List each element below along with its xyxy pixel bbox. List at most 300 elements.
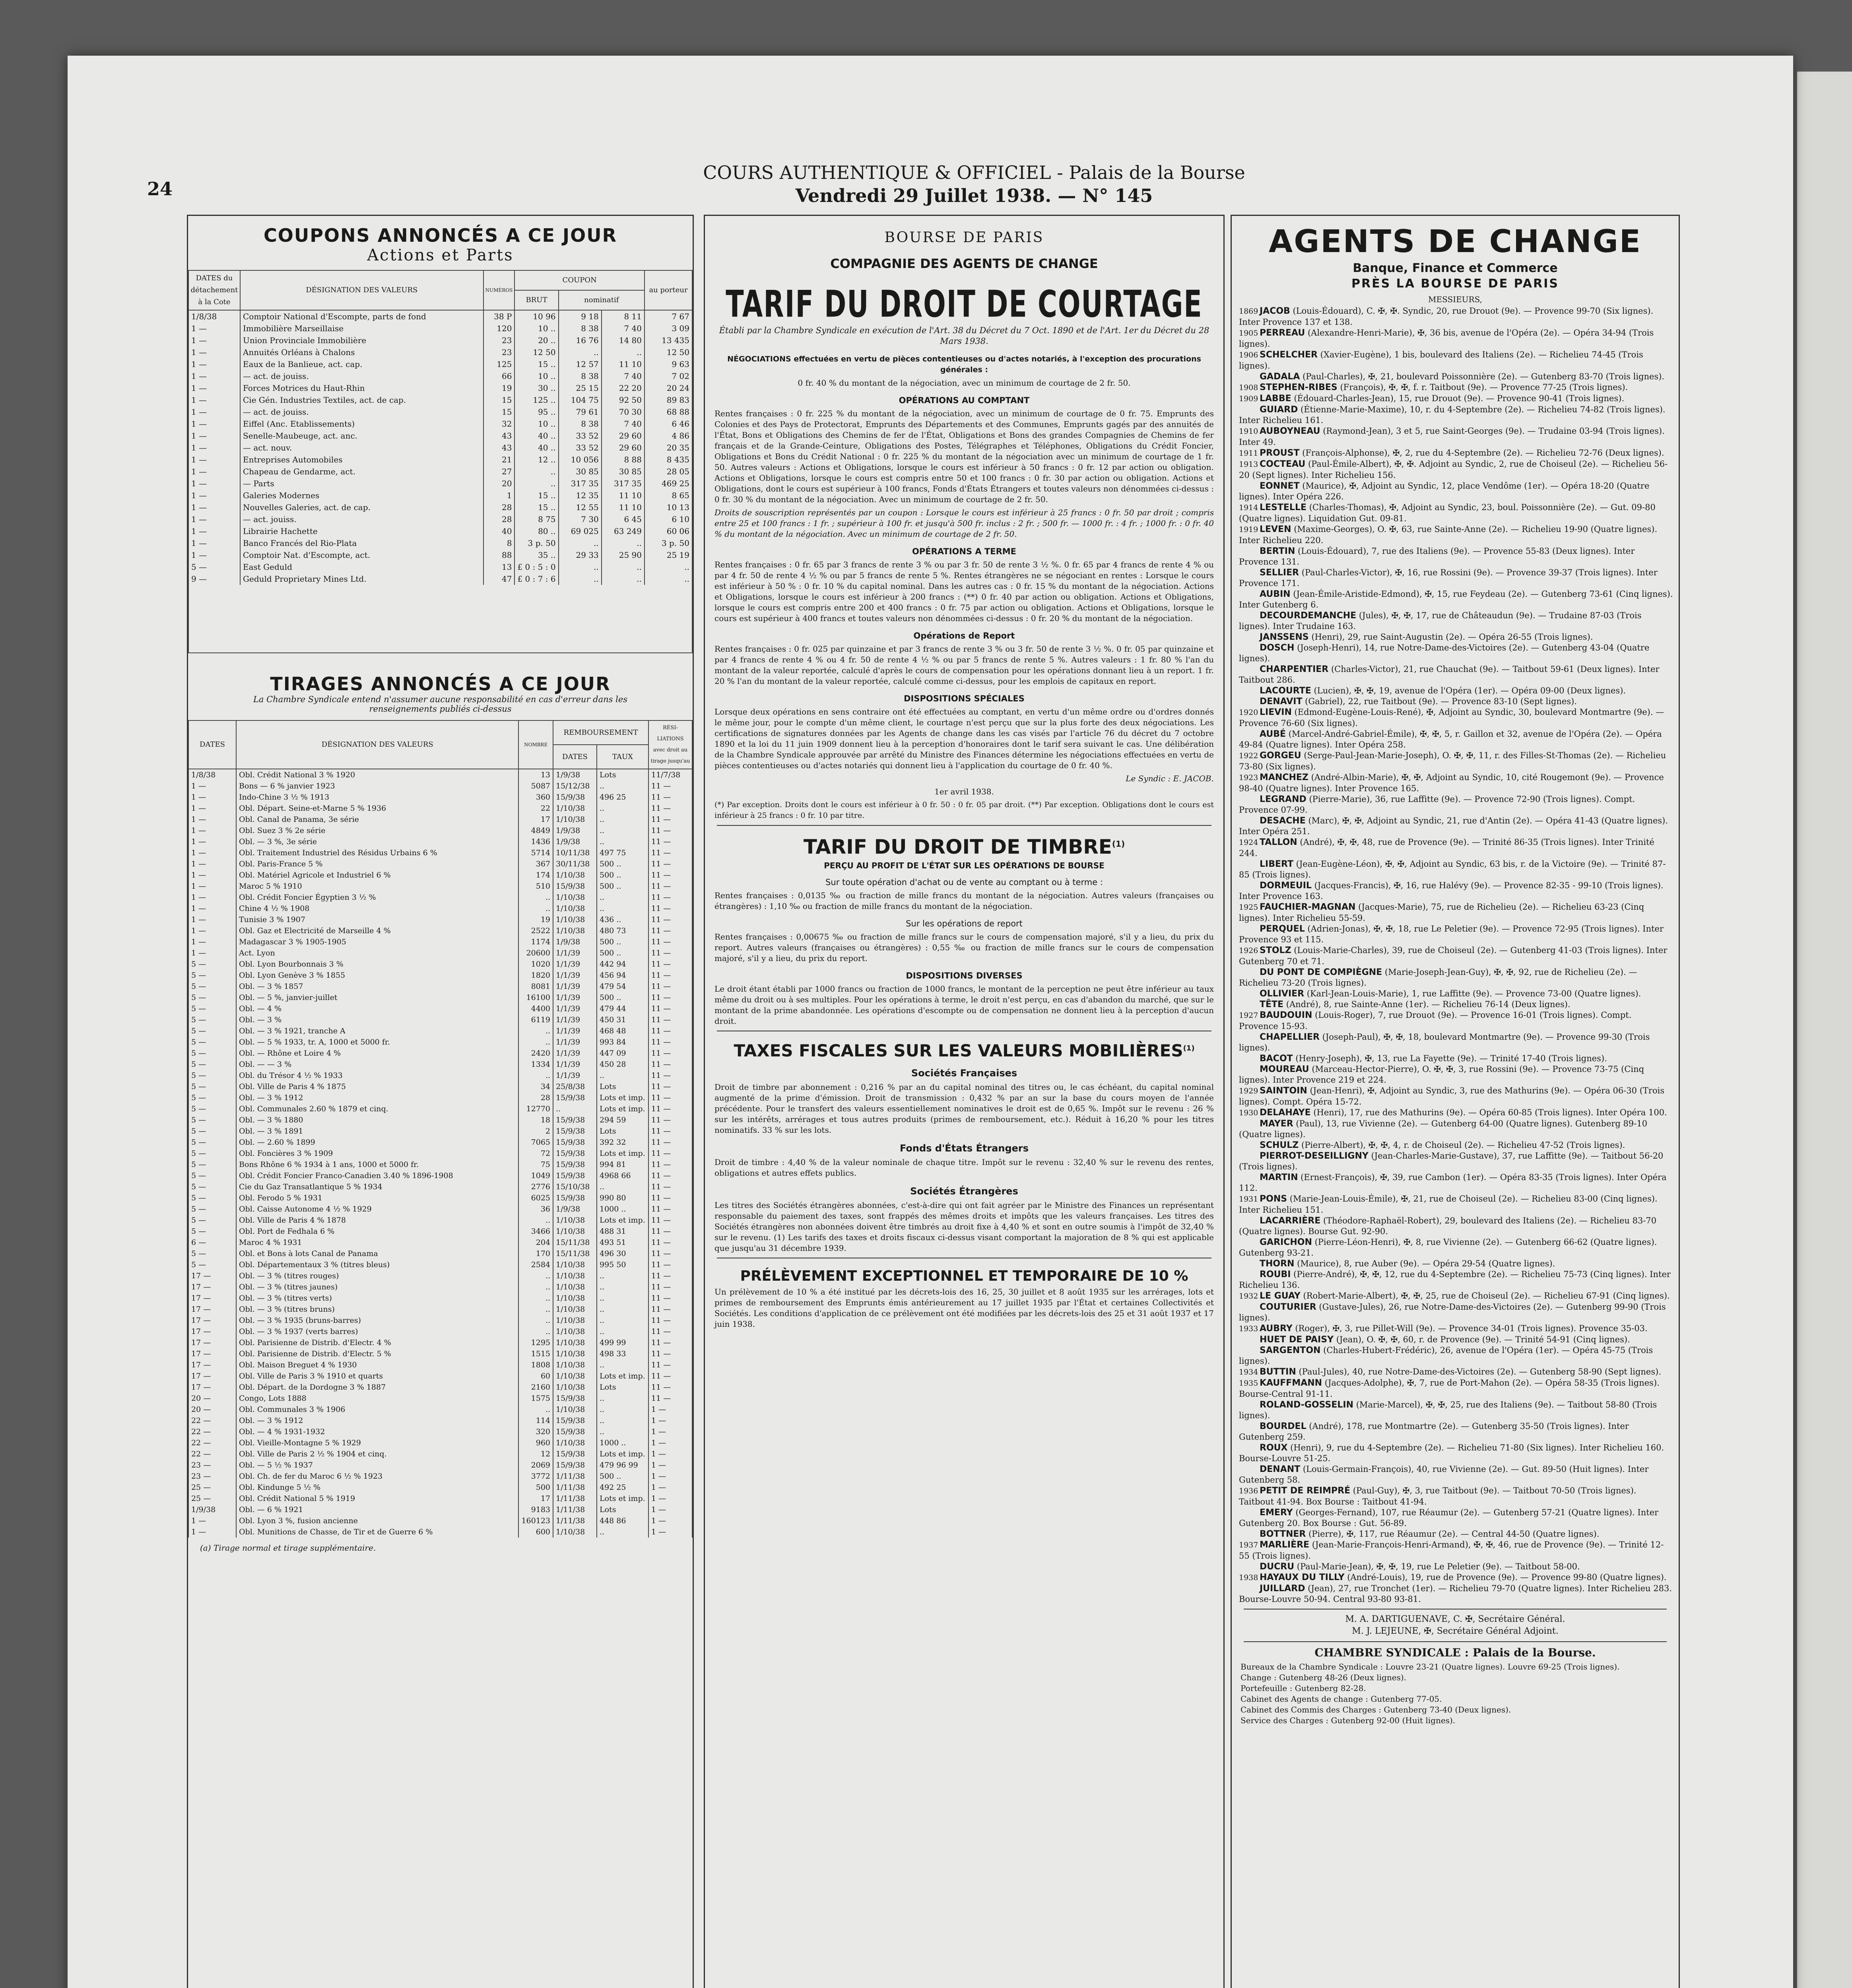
table-cell: 500 .. (597, 992, 648, 1003)
agent-entry (1232, 426, 1679, 448)
table-cell: 11 — (648, 792, 692, 803)
table-cell: 5 — (188, 959, 236, 970)
agent-entry (1232, 1561, 1679, 1572)
table-cell: 1/9/38 (553, 836, 597, 847)
table-cell: 13 (483, 561, 515, 573)
table-cell: Obl. — 3 % 1880 (236, 1114, 518, 1126)
soc-fr-text: Droit de timbre par abonnement : 0,216 % par an du capital nominal des titres ou, le cas échéant, du capital nominal augmenté de la prime d'émission. Droit de transmission : 0,432 % par an sur la base du cours moyen de l'année précédente. Pour le transfert des valeurs essentiellement nominatives le droit est de 0,65 %. Impôt sur le revenu : 26 % sur les intérêts, arrérages et tous autres produits (primes de remboursement, etc.). Réduit à 16,20 % pour les titres nominatifs. 33 % sur les lots. (714, 1082, 1214, 1135)
agent-year: 1925 (1239, 903, 1258, 912)
tirages-title: TIRAGES ANNONCÉS A CE JOUR (270, 673, 611, 695)
table-cell: 11 — (648, 1270, 692, 1281)
table-cell: 47 (483, 573, 515, 585)
table-row (188, 513, 692, 525)
table-cell: .. (602, 561, 645, 573)
table-cell: 500 .. (597, 936, 648, 947)
agent-details: (Jacques-Adolphe), ✠, 7, rue de Port-Mahon (2e). — Opéra 58-35 (Trois lignes). Bourse-Central 91-11. (1239, 1378, 1660, 1399)
table-cell: Chine 4 ½ % 1908 (236, 903, 518, 914)
agent-name: CHAPELLIER (1260, 1032, 1320, 1042)
table-cell: Obl. Ville de Paris 3 % 1910 et quarts (236, 1371, 518, 1382)
table-cell: Obl. — 3 % 1857 (236, 981, 518, 992)
table-row (188, 1137, 692, 1148)
table-row (188, 501, 692, 513)
souscription-text: Droits de souscription représentés par un coupon : Lorsque le cours est inférieur à 25 francs : 0 fr. 50 par droit ; compris entre 25 et 100 francs : 1 fr. ; supérieur à 100 fr. et jusqu'à 500 fr. inclus : 2 fr. ; 500 fr. — 1000 fr. : 4 fr. ; 1000 fr. : 0 fr. 40 % du montant de la négociation. Avec un minimum de courtage de 2 fr. 50. (714, 508, 1214, 539)
table-cell: .. (597, 1270, 648, 1281)
agent-entry (1232, 1151, 1679, 1172)
table-cell: 1/9/38 (553, 769, 597, 780)
agent-details: (Ernest-François), ✠, 39, rue Cambon (1er). — Opéra 83-35 (Trois lignes). Inter Opéra 112. (1239, 1173, 1667, 1193)
table-cell: 13 (518, 769, 553, 780)
table-cell: 600 (518, 1526, 553, 1538)
agent-name: AUBÉ (1260, 729, 1286, 739)
table-cell: 6 10 (645, 513, 692, 525)
agent-name: LEGRAND (1260, 794, 1306, 804)
table-row (188, 1215, 692, 1226)
table-cell: 1 — (188, 903, 236, 914)
coupons-col-numeros: NUMÉROS (483, 270, 515, 310)
table-cell: Obl. — 3 % (titres verts) (236, 1293, 518, 1304)
agent-details: (Jean-Marie-François-Henri-Armand), ✠, ✠, 46, rue de Provence (9e). — Trinité 12-55 (Trois lignes). (1239, 1540, 1664, 1561)
table-row (188, 310, 692, 322)
table-cell: .. (518, 1025, 553, 1037)
table-cell: 1/10/38 (553, 903, 597, 914)
agent-year: 1935 (1239, 1379, 1258, 1388)
table-cell: 1/1/39 (553, 970, 597, 981)
agent-name: TALLON (1260, 837, 1297, 847)
table-cell: 1 — (188, 454, 240, 466)
table-cell: 14 80 (602, 334, 645, 346)
agent-details: (André-Louis), 19, rue de Provence (9e). — Provence 99-80 (Quatre lignes). (1347, 1573, 1667, 1582)
table-cell: 456 94 (597, 970, 648, 981)
table-cell: 11 — (648, 1037, 692, 1048)
table-cell: 1 — (188, 358, 240, 370)
table-cell: 9 18 (559, 310, 602, 322)
table-cell: 22 (518, 803, 553, 814)
agent-name: GADALA (1260, 372, 1300, 382)
table-cell: 479 96 99 (597, 1460, 648, 1471)
table-cell: .. (597, 1404, 648, 1415)
table-cell: 4400 (518, 1003, 553, 1014)
table-cell: Obl. Kindunge 5 ½ % (236, 1482, 518, 1493)
table-cell: 5 — (188, 1159, 236, 1170)
table-cell: 11 — (648, 847, 692, 858)
table-cell: Obl. Ville de Paris 4 % 1878 (236, 1215, 518, 1226)
table-cell: 500 .. (597, 1471, 648, 1482)
table-cell: 5 — (188, 1137, 236, 1148)
agent-year: 1936 (1239, 1487, 1258, 1495)
table-cell: 1/10/38 (553, 914, 597, 925)
table-cell: 2 (518, 1126, 553, 1137)
table-cell: 442 94 (597, 959, 648, 970)
table-cell: 2160 (518, 1382, 553, 1393)
timbre-text-1: Rentes françaises : 0,0135 ‰ ou fraction de mille francs du montant de la négociation. Autres valeurs (françaises ou étrangères) : 1,10 ‰ ou fraction de mille francs du montant de la négociation. (714, 891, 1214, 911)
table-cell: 5 — (188, 561, 240, 573)
table-cell: .. (597, 903, 648, 914)
table-cell: 1020 (518, 959, 553, 970)
table-cell: 38 P (483, 310, 515, 322)
table-cell: 1 — (188, 814, 236, 825)
agent-entry (1232, 404, 1679, 426)
table-row (188, 825, 692, 836)
table-cell: 104 75 (559, 394, 602, 406)
right-column (1231, 215, 1680, 1988)
courtage-title: TARIF DU DROIT DE COURTAGE (726, 283, 1203, 326)
tirages-disclaimer: La Chambre Syndicale entend n'assumer aucune responsabilité en cas d'erreur dans les renseignements publiés ci-dessus (253, 695, 628, 714)
table-cell: Obl. Foncières 3 % 1909 (236, 1148, 518, 1159)
table-cell: 5 — (188, 1215, 236, 1226)
table-cell: Congo, Lots 1888 (236, 1393, 518, 1404)
table-cell: 5 — (188, 1248, 236, 1259)
agent-name: GUIARD (1260, 405, 1298, 415)
table-row (188, 1315, 692, 1326)
table-row (188, 1460, 692, 1471)
table-row (188, 1159, 692, 1170)
soc-fr-heading: Sociétés Françaises (911, 1068, 1017, 1079)
table-row (188, 370, 692, 382)
table-cell: 448 86 (597, 1515, 648, 1526)
chambre-line: Cabinet des Commis des Charges : Gutenberg 73-40 (Deux lignes). (1240, 1705, 1511, 1714)
table-cell: 25 15 (559, 382, 602, 394)
table-cell: 16100 (518, 992, 553, 1003)
table-cell: 11 — (648, 1304, 692, 1315)
table-cell: 28 (483, 513, 515, 525)
table-cell: 1 — (648, 1448, 692, 1460)
table-cell: 1/11/38 (553, 1471, 597, 1482)
table-cell: 1/10/38 (553, 1337, 597, 1348)
adjacent-page-edge (1797, 72, 1852, 1988)
table-cell: 70 30 (602, 406, 645, 418)
coupons-rows (188, 310, 692, 585)
table-cell: 40 (483, 525, 515, 537)
table-cell: 1/1/39 (553, 1025, 597, 1037)
table-row (188, 394, 692, 406)
table-row (188, 1493, 692, 1504)
table-cell: Obl. Gaz et Electricité de Marseille 4 % (236, 925, 518, 936)
table-cell: 1 — (188, 501, 240, 513)
agent-details: (Lucien), ✠, ✠, 19, avenue de l'Opéra (1er). — Opéra 09-00 (Deux lignes). (1314, 686, 1626, 695)
table-row (188, 549, 692, 561)
table-cell: 1/1/39 (553, 1059, 597, 1070)
table-cell: 11 — (648, 1348, 692, 1359)
agent-details: (Gabriel), 22, rue Taitbout (9e). — Provence 83-10 (Sept lignes). (1305, 697, 1577, 706)
table-cell: 1 — (188, 792, 236, 803)
agent-entry (1232, 967, 1679, 988)
table-cell: Obl. — 4 % 1931-1932 (236, 1426, 518, 1437)
agent-name: GORGEU (1260, 751, 1301, 761)
taxes-title: TAXES FISCALES SUR LES VALEURS MOBILIÈRES$^{(1)}$ (734, 1041, 1195, 1060)
agent-year: 1909 (1239, 394, 1258, 403)
table-cell: 11 — (648, 903, 692, 914)
agent-details: (Edmond-Eugène-Louis-René), ✠, Adjoint au Syndic, 30, boulevard Montmartre (9e). — Provence 76-60 (Six lignes). (1239, 707, 1664, 728)
table-cell: 32 (483, 418, 515, 430)
table-cell: 15 .. (514, 489, 558, 501)
table-cell: 80 .. (514, 525, 558, 537)
table-cell: 12 57 (559, 358, 602, 370)
table-cell: 8 38 (559, 370, 602, 382)
table-row (188, 858, 692, 870)
table-row (188, 780, 692, 792)
agent-details: (Jean), O. ✠, ✠, 60, r. de Provence (9e). — Trinité 54-91 (Cinq lignes). (1336, 1335, 1630, 1344)
table-cell: 11 — (648, 914, 692, 925)
table-cell: 367 (518, 858, 553, 870)
table-cell: 8 435 (645, 454, 692, 466)
table-cell: 10 .. (514, 322, 558, 334)
table-cell: 88 (483, 549, 515, 561)
tirages-col-designation: DÉSIGNATION DES VALEURS (236, 720, 518, 769)
table-row (188, 769, 692, 780)
agent-details: (François-Alphonse), ✠, 2, rue du 4-Septembre (2e). — Richelieu 72-76 (Deux lignes). (1302, 448, 1664, 458)
table-cell: 20600 (518, 947, 553, 959)
table-row (188, 1048, 692, 1059)
table-cell: 66 (483, 370, 515, 382)
agent-year: 1923 (1239, 773, 1258, 782)
table-cell: 89 83 (645, 394, 692, 406)
table-cell: 3772 (518, 1471, 553, 1482)
table-cell: 28 (518, 1092, 553, 1103)
table-cell: 20 24 (645, 382, 692, 394)
table-cell: 6 — (188, 1237, 236, 1248)
table-row (188, 1448, 692, 1460)
table-cell: 114 (518, 1415, 553, 1426)
agent-name: DUCRU (1260, 1562, 1295, 1572)
table-cell: 11 — (648, 1248, 692, 1259)
table-cell: 23 (483, 346, 515, 358)
table-cell: 15/9/38 (553, 792, 597, 803)
table-cell: 11 — (648, 1359, 692, 1371)
table-row (188, 489, 692, 501)
agent-details: (Étienne-Marie-Maxime), 10, r. du 4-Septembre (2e). — Richelieu 74-82 (Trois lignes). Inter Richelieu 161. (1239, 405, 1666, 425)
table-cell: 5 — (188, 1126, 236, 1137)
table-cell: 5 — (188, 1048, 236, 1059)
agent-year: 1919 (1239, 525, 1258, 534)
table-cell: 1/1/39 (553, 1014, 597, 1025)
agent-entry (1232, 643, 1679, 664)
table-cell: 1 — (188, 525, 240, 537)
agent-year: 1938 (1239, 1573, 1258, 1582)
table-cell: 15/9/38 (553, 1092, 597, 1103)
header-line-2: Vendredi 29 Juillet 1938. — N° 145 (795, 185, 1153, 206)
table-cell: 1/10/38 (553, 1315, 597, 1326)
agent-details: (Louis-Roger), 7, rue Drouot (9e). — Provence 16-01 (Trois lignes). Compt. Provence 15-93. (1239, 1010, 1632, 1031)
table-cell: 5 — (188, 1059, 236, 1070)
table-cell: 17 (518, 1493, 553, 1504)
table-cell: 11 — (648, 1181, 692, 1192)
table-cell: 960 (518, 1437, 553, 1448)
table-row (188, 1281, 692, 1293)
table-cell: 7 40 (602, 370, 645, 382)
agent-year: 1924 (1239, 838, 1258, 847)
agent-name: JUILLARD (1260, 1584, 1305, 1594)
table-cell: 1/10/38 (553, 1348, 597, 1359)
table-cell: 75 (518, 1159, 553, 1170)
table-row (188, 1393, 692, 1404)
table-cell: Obl. Lyon Genève 3 % 1855 (236, 970, 518, 981)
table-cell: .. (597, 825, 648, 836)
agent-details: (Henri), 9, rue du 4-Septembre (2e). — Richelieu 71-80 (Six lignes). Inter Richelieu 160. Bourse-Louvre 51-25. (1239, 1443, 1664, 1463)
table-cell: 11 — (648, 780, 692, 792)
table-row (188, 1237, 692, 1248)
agent-entry (1232, 1464, 1679, 1485)
table-cell: Lots (597, 1382, 648, 1393)
agents-subtitle: Banque, Finance et Commerce (1353, 261, 1558, 275)
agent-details: (Maxime-Georges), O. ✠, 63, rue Sainte-Anne (2e). — Richelieu 19-90 (Quatre lignes). Inter Richelieu 220. (1239, 524, 1658, 545)
table-cell: 990 80 (597, 1192, 648, 1204)
negociations-rate: 0 fr. 40 % du montant de la négociation, avec un minimum de courtage de 2 fr. 50. (798, 378, 1131, 388)
table-cell: Obl. — 3 % (236, 1014, 518, 1025)
table-cell: 6 46 (645, 418, 692, 430)
table-cell: 20 — (188, 1404, 236, 1415)
agent-details: (Jacques-Marie), 75, rue de Richelieu (2e). — Richelieu 63-23 (Cinq lignes). Inter Richelieu 55-59. (1239, 902, 1644, 923)
table-cell: 5 — (188, 970, 236, 981)
table-row (188, 1270, 692, 1281)
agent-name: CHARPENTIER (1260, 664, 1329, 674)
table-cell: 2776 (518, 1181, 553, 1192)
agent-details: (Maurice), ✠, Adjoint au Syndic, 12, place Vendôme (1er). — Opéra 18-20 (Quatre lignes). Inter Opéra 226. (1239, 481, 1650, 501)
table-row (188, 1014, 692, 1025)
table-cell: 12 55 (559, 501, 602, 513)
table-cell: 1 — (188, 803, 236, 814)
agent-year: 1929 (1239, 1087, 1258, 1095)
table-cell: 11 10 (602, 501, 645, 513)
agent-name: JANSSENS (1260, 632, 1309, 642)
table-cell: 68 88 (645, 406, 692, 418)
agent-details: (Jean-Charles-Marie-Gustave), 37, rue Laffitte (9e). — Taitbout 56-20 (Trois lignes). (1239, 1151, 1664, 1171)
table-cell: .. (514, 478, 558, 489)
table-cell: Tunisie 3 % 1907 (236, 914, 518, 925)
table-cell: 1 — (648, 1515, 692, 1526)
table-cell: Cie Gén. Industries Textiles, act. de cap. (240, 394, 483, 406)
table-cell: .. (559, 346, 602, 358)
agent-entry (1232, 610, 1679, 632)
agent-name: LIBERT (1260, 859, 1293, 869)
table-row (188, 334, 692, 346)
table-cell: 3 p. 50 (645, 537, 692, 549)
table-cell: Lots et imp. (597, 1103, 648, 1114)
table-cell: .. (597, 1304, 648, 1315)
table-cell: .. (518, 1070, 553, 1081)
table-cell: 1/11/38 (553, 1515, 597, 1526)
table-cell: .. (518, 1293, 553, 1304)
table-cell: 11 — (648, 936, 692, 947)
agent-entry (1232, 1010, 1679, 1032)
table-row (188, 1025, 692, 1037)
table-cell: 30 85 (559, 466, 602, 478)
agent-details: (Louis-Marie-Charles), 39, rue de Choiseul (2e). — Gutenberg 41-03 (Trois lignes). Inter Gutenberg 70 et 71. (1239, 945, 1668, 966)
table-cell: Obl. Ferodo 5 % 1931 (236, 1192, 518, 1204)
table-cell: 9 63 (645, 358, 692, 370)
table-cell: 43 (483, 430, 515, 442)
table-row (188, 561, 692, 573)
table-cell: .. (602, 537, 645, 549)
table-cell: Obl. — Rhône et Loire 4 % (236, 1048, 518, 1059)
agent-name: JACOB (1260, 306, 1290, 316)
table-cell: 25/8/38 (553, 1081, 597, 1092)
table-row (188, 346, 692, 358)
table-cell: 11 — (648, 1003, 692, 1014)
table-cell: 392 32 (597, 1137, 648, 1148)
agent-name: AUBRY (1260, 1324, 1293, 1334)
coupons-subtitle: Actions et Parts (367, 246, 514, 264)
table-cell: 22 20 (602, 382, 645, 394)
agent-name: MANCHEZ (1260, 773, 1308, 782)
table-cell: .. (597, 780, 648, 792)
coupons-table (188, 270, 693, 585)
agent-name: PROUST (1260, 448, 1300, 458)
tirages-col-taux: TAUX (597, 745, 648, 769)
table-cell: 450 28 (597, 1059, 648, 1070)
table-cell: 1 — (188, 334, 240, 346)
agent-entry (1232, 794, 1679, 815)
table-cell: 43 (483, 442, 515, 454)
agent-details: (Jean-Émile-Aristide-Edmond), ✠, 15, rue Feydeau (2e). — Gutenberg 73-61 (Cinq lignes). Inter Gutenberg 6. (1239, 589, 1673, 610)
table-row (188, 914, 692, 925)
table-row (188, 418, 692, 430)
agent-name: TÊTE (1260, 1000, 1284, 1010)
agent-entry (1232, 859, 1679, 880)
table-cell: Maroc 4 % 1931 (236, 1237, 518, 1248)
table-cell: 7 02 (645, 370, 692, 382)
table-cell: 5 — (188, 1003, 236, 1014)
table-cell: 25 — (188, 1493, 236, 1504)
table-cell: .. (602, 573, 645, 585)
table-cell: Lots (597, 1081, 648, 1092)
table-cell: 23 (483, 334, 515, 346)
agent-entry (1232, 1118, 1679, 1140)
table-cell: 15/9/38 (553, 881, 597, 892)
table-row (188, 1003, 692, 1014)
agent-details: (Jean-Eugène-Léon), ✠, ✠, Adjoint au Syndic, 63 bis, r. de la Victoire (9e). — Trinité 87-85 (Trois lignes). (1239, 859, 1666, 879)
syndic-signature: Le Syndic : E. JACOB. (1126, 774, 1214, 783)
table-cell: 11 — (648, 870, 692, 881)
agent-name: FAUCHIER-MAGNAN (1260, 902, 1356, 912)
table-cell: Banco Francés del Rio-Plata (240, 537, 483, 549)
table-row (188, 1471, 692, 1482)
agent-details: (Jacques-Francis), ✠, 16, rue Halévy (9e). — Provence 82-35 - 99-10 (Trois lignes). Inter Provence 163. (1239, 881, 1664, 901)
table-cell: 17 — (188, 1371, 236, 1382)
table-cell: .. (597, 1426, 648, 1437)
table-cell: East Geduld (240, 561, 483, 573)
table-cell: Lots (597, 769, 648, 780)
table-cell: 20 (483, 478, 515, 489)
table-cell: 15/9/38 (553, 1448, 597, 1460)
table-row (188, 1293, 692, 1304)
table-cell: 1/9/38 (553, 936, 597, 947)
table-cell: 1/10/38 (553, 1259, 597, 1270)
table-cell: 1/9/38 (553, 825, 597, 836)
negociations-heading: NÉGOCIATIONS effectuées en vertu de pièces contentieuses ou d'actes notariés, à l'exception des procurations générales : (727, 355, 1201, 374)
table-cell: .. (597, 1070, 648, 1081)
table-cell: 11 — (648, 1070, 692, 1081)
agent-entry (1232, 306, 1679, 328)
table-cell: 1/10/38 (553, 1270, 597, 1281)
table-cell: Chapeau de Gendarme, act. (240, 466, 483, 478)
table-row (188, 870, 692, 881)
table-cell: .. (597, 836, 648, 847)
table-row (188, 1181, 692, 1192)
agents-subtitle-2: PRÈS LA BOURSE DE PARIS (1351, 277, 1559, 291)
agent-entry (1232, 772, 1679, 794)
table-cell: 11 — (648, 1192, 692, 1204)
table-cell: 11 — (648, 1237, 692, 1248)
agent-year: 1927 (1239, 1011, 1258, 1020)
table-cell: Obl. — 5 % 1933, tr. A, 1000 et 5000 fr. (236, 1037, 518, 1048)
table-cell: 16 76 (559, 334, 602, 346)
table-cell: Madagascar 3 % 1905-1905 (236, 936, 518, 947)
agent-details: (Xavier-Eugène), 1 bis, boulevard des Italiens (2e). — Richelieu 74-45 (Trois lignes). (1239, 350, 1643, 371)
table-cell: Comptoir Nat. d'Escompte, act. (240, 549, 483, 561)
agent-details: (Paul-Charles-Victor), ✠, 16, rue Rossini (9e). — Provence 39-37 (Trois lignes). Inter Provence 171. (1239, 568, 1658, 588)
table-cell: 30 85 (602, 466, 645, 478)
agent-name: DECOURDEMANCHE (1260, 611, 1357, 621)
